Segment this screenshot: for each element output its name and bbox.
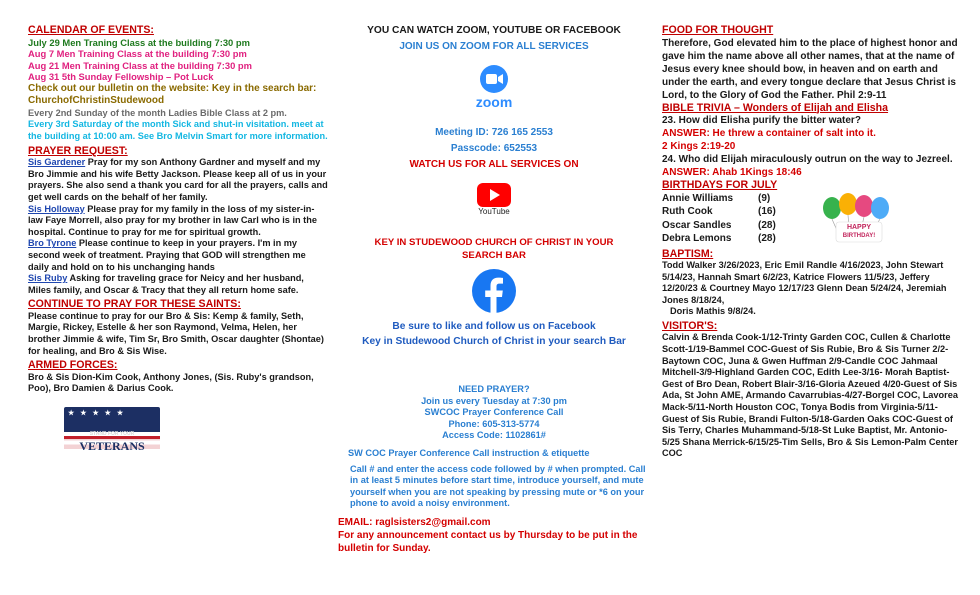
zoom-logo-icon[interactable]: [467, 64, 521, 114]
right-column: [662, 24, 962, 460]
food-for-thought-header: FOOD FOR THOUGHT: [662, 24, 774, 36]
zoom-camera-icon: [479, 64, 509, 94]
bible-trivia-header: BIBLE TRIVIA – Wonders of Elijah and Elisha: [662, 101, 889, 114]
prayer-item: [28, 238, 328, 273]
watch-line: YOU CAN WATCH ZOOM, YOUTUBE OR FACEBOOK: [367, 25, 621, 36]
birthday-name: Ruth Cook: [662, 206, 713, 217]
prayer-name: Sis Gardener: [28, 157, 86, 168]
meeting-id: Meeting ID: 726 165 2553: [435, 127, 553, 138]
armed-forces-text: Bro & Sis Dion-Kim Cook, Anthony Jones, (Sis. Ruby's grandson, Poo), Bro Damien & Darius Cook.: [28, 371, 314, 394]
prayer-name: Bro Tyrone: [28, 238, 77, 249]
prayer-call-line: SWCOC Prayer Conference Call: [424, 407, 564, 418]
birthdays-block: [662, 192, 962, 246]
food-for-thought-text: Therefore, God elevated him to the place of highest honor and gave him the name above all other names, that at the name of Jesus every knee should bow, in heaven and on earth and under the earth, and every tongue declare that Jesus Christ is Lord, to the Glory of God the Father. Phil 2:9-11: [662, 37, 958, 101]
prayer-item: [28, 273, 328, 296]
facebook-key-line: Key in Studewood Church of Christ in your search Bar: [362, 336, 626, 347]
veterans-small-text: STAND FOR YOUR: [89, 430, 135, 437]
baptism-text-last: Doris Mathis 9/8/24.: [670, 306, 756, 317]
ladies-class-note: Every 2nd Sunday of the month Ladies Bible Class at 2 pm.: [28, 107, 287, 118]
veterans-banner: [64, 407, 160, 463]
passcode: Passcode: 652553: [450, 143, 538, 154]
birthday-name: Oscar Sandles: [662, 219, 732, 231]
prayer-request-header: PRAYER REQUEST:: [28, 144, 128, 157]
trivia-answer: ANSWER: He threw a container of salt into it.: [662, 128, 876, 139]
birthday-row: [662, 219, 812, 233]
join-zoom-line: JOIN US ON ZOOM FOR ALL SERVICES: [399, 41, 589, 52]
need-prayer-line: NEED PRAYER?: [458, 384, 530, 394]
trivia-answer: ANSWER: Ahab 1Kings 18:46: [662, 167, 802, 178]
facebook-follow-line: Be sure to like and follow us on Facebook: [392, 321, 596, 332]
prayer-item: [28, 204, 328, 239]
birthday-day: (28): [758, 233, 776, 244]
birthday-row: [662, 232, 812, 246]
veterans-label: VETERANS: [64, 439, 160, 453]
event-item: July 29 Men Traning Class at the building 7:30 pm: [28, 36, 250, 48]
happy-text: HAPPY: [846, 223, 872, 231]
trivia-reference: 2 Kings 2:19-20: [662, 141, 736, 152]
prayer-item: [28, 157, 328, 203]
birthday-name: Annie Williams: [662, 192, 734, 204]
sick-visitation-note: Every 3rd Saturday of the month Sick and shut-in visitation. meet at the building at 10:00 am. See Bro Melvin Smart for more information.: [28, 119, 328, 142]
birthday-name: Debra Lemons: [662, 233, 732, 244]
key-in-search-line: KEY IN STUDEWOOD CHURCH OF CHRIST IN YOUR SEARCH BAR: [374, 237, 614, 261]
calendar-header: CALENDAR OF EVENTS:: [28, 24, 154, 36]
prayer-text: Please pray for my family in the loss of my sister-in-law Faye Morrell, also pray for my brother in law Carl who is in the hospital. Continue to pray for me for spiritual growth.: [28, 203, 317, 237]
instructions-title: SW COC Prayer Conference Call instruction & etiquette: [348, 447, 590, 458]
instructions-text: Call # and enter the access code followed by # when prompted. Call in at least 5 minutes before start time, introduce yourself, and mute yourself when you are not speaking by pressing mute or *6 on your phone to avoid a noisy environment.: [350, 463, 646, 509]
youtube-play-icon: [477, 183, 511, 207]
birthday-text: BIRTHDAY!: [842, 232, 876, 239]
baptism-header: BAPTISM:: [662, 247, 714, 260]
email-line: EMAIL: raglsisters2@gmail.com: [338, 516, 491, 528]
event-item: Aug 7 Men Training Class at the building 7:30 pm: [28, 48, 247, 60]
access-code-line: Access Code: 1102861#: [442, 430, 546, 441]
youtube-label: YouTube: [478, 207, 510, 216]
bulletin-note: Check out our bulletin on the website: Key in the search bar: ChurchofChristinStudewood: [28, 82, 317, 107]
birthday-row: [662, 205, 812, 219]
announcement-line: For any announcement contact us by Thursday to be put in the bulletin for Sunday.: [338, 529, 638, 554]
baptism-text: Todd Walker 3/26/2023, Eric Emil Randle 4/16/2023, John Stewart 5/14/23, Hannah Smart 6/2/23, Katrice Flowers 11/5/23, Jeffery 12/20/23 & Courtney Mayo 12/17/23 Glenn Dean 5/24/24, Jeremiah Jones 8/18/24,: [662, 260, 947, 305]
birthday-day: (28): [758, 219, 776, 231]
phone-line: Phone: 605-313-5774: [448, 418, 540, 429]
trivia-question: 24. Who did Elijah miraculously outrun on the way to Jezreel.: [662, 154, 953, 165]
left-column: [28, 24, 328, 463]
prayer-text: Please continue to keep in your prayers. I'm in my second week of treatment. Praying that GOD will strengthen me daily and hold on to his unchanging hands: [28, 238, 306, 272]
birthdays-header: BIRTHDAYS FOR JULY: [662, 179, 778, 191]
prayer-name: Sis Ruby: [28, 273, 68, 284]
flag-stars-icon: ★ ★ ★ ★ ★: [68, 409, 126, 417]
birthday-day: (16): [758, 206, 776, 217]
prayer-text: Pray for my son Anthony Gardner and myself and my Bro Jimmie and his wife Betty Jackson. Please keep all of us in your prayers. She also send a thank you card for all the prayers, calls and get well cards on the behalf of her family.: [28, 157, 328, 202]
saints-text: Please continue to pray for our Bro & Sis: Kemp & family, Seth, Margie, Rickey, Estelle & her son Raymond, Velma, Helen, her brother Jimmie & wife, Tim Sr, Bro Smith, Oscar daughter (Shontae) for healing, and Bro & Sis Wise.: [28, 310, 324, 356]
saints-header: CONTINUE TO PRAY FOR THESE SAINTS:: [28, 298, 241, 311]
visitors-text: Calvin & Brenda Cook-1/12-Trinty Garden COC, Cullen & Charlotte Scott-1/19-Bammel COC-Guest of Sis Rubie, Bro & Sis Turner 2/2-Baytown COC, Juna & Gwen Huffman 2/9-Candle COC Jahmaal Mitchell-3/9-Highland Garden COC, Edith Lee-3/16- Morah Baptist-Gest of Bro Dean, Robert Blair-3/16-Gloria Azeued 4/20-Guest of Sis Ada, St John AME, Armando Cavarrubias-4/27-Borgel COC, Lavorea Mack-5/11-North Houston COC, Tonya Bodis from Virginia-5/11-Guest of Sis Rubie, Brandi Fulton-5/18-Garden Oaks COC-Guest of Sis Terry, Charles Muhammand-5/18-St Luke Baptist, Mr. Antonio-5/25 Shana Merrick-6/15/25-Tim Sells, Bro & Sis Lemon-Palm Center COC: [662, 332, 958, 459]
event-item: Aug 21 Men Training Class at the building 7:30 pm: [28, 59, 252, 71]
birthday-day: (9): [758, 192, 771, 204]
prayer-name: Sis Holloway: [28, 203, 85, 214]
birthday-row: [662, 192, 812, 206]
join-tuesday-line: Join us every Tuesday at 7:30 pm: [421, 395, 567, 406]
event-item: Aug 31 5th Sunday Fellowship – Pot Luck: [28, 71, 214, 83]
middle-column: [338, 24, 650, 555]
prayer-text: Asking for traveling grace for Neicy and her husband, Miles family, and Oscar & Tracy that they all return home safe.: [28, 273, 304, 295]
armed-forces-header: ARMED FORCES:: [28, 359, 118, 372]
zoom-label: zoom: [475, 94, 513, 110]
trivia-question: 23. How did Elisha purify the bitter water?: [662, 115, 861, 126]
visitors-header: VISITOR'S:: [662, 319, 718, 332]
birthday-balloons-icon: [812, 192, 902, 244]
youtube-logo-icon[interactable]: [477, 183, 511, 217]
watch-all-line: WATCH US FOR ALL SERVICES ON: [409, 159, 579, 170]
facebook-logo-icon[interactable]: [471, 268, 517, 314]
